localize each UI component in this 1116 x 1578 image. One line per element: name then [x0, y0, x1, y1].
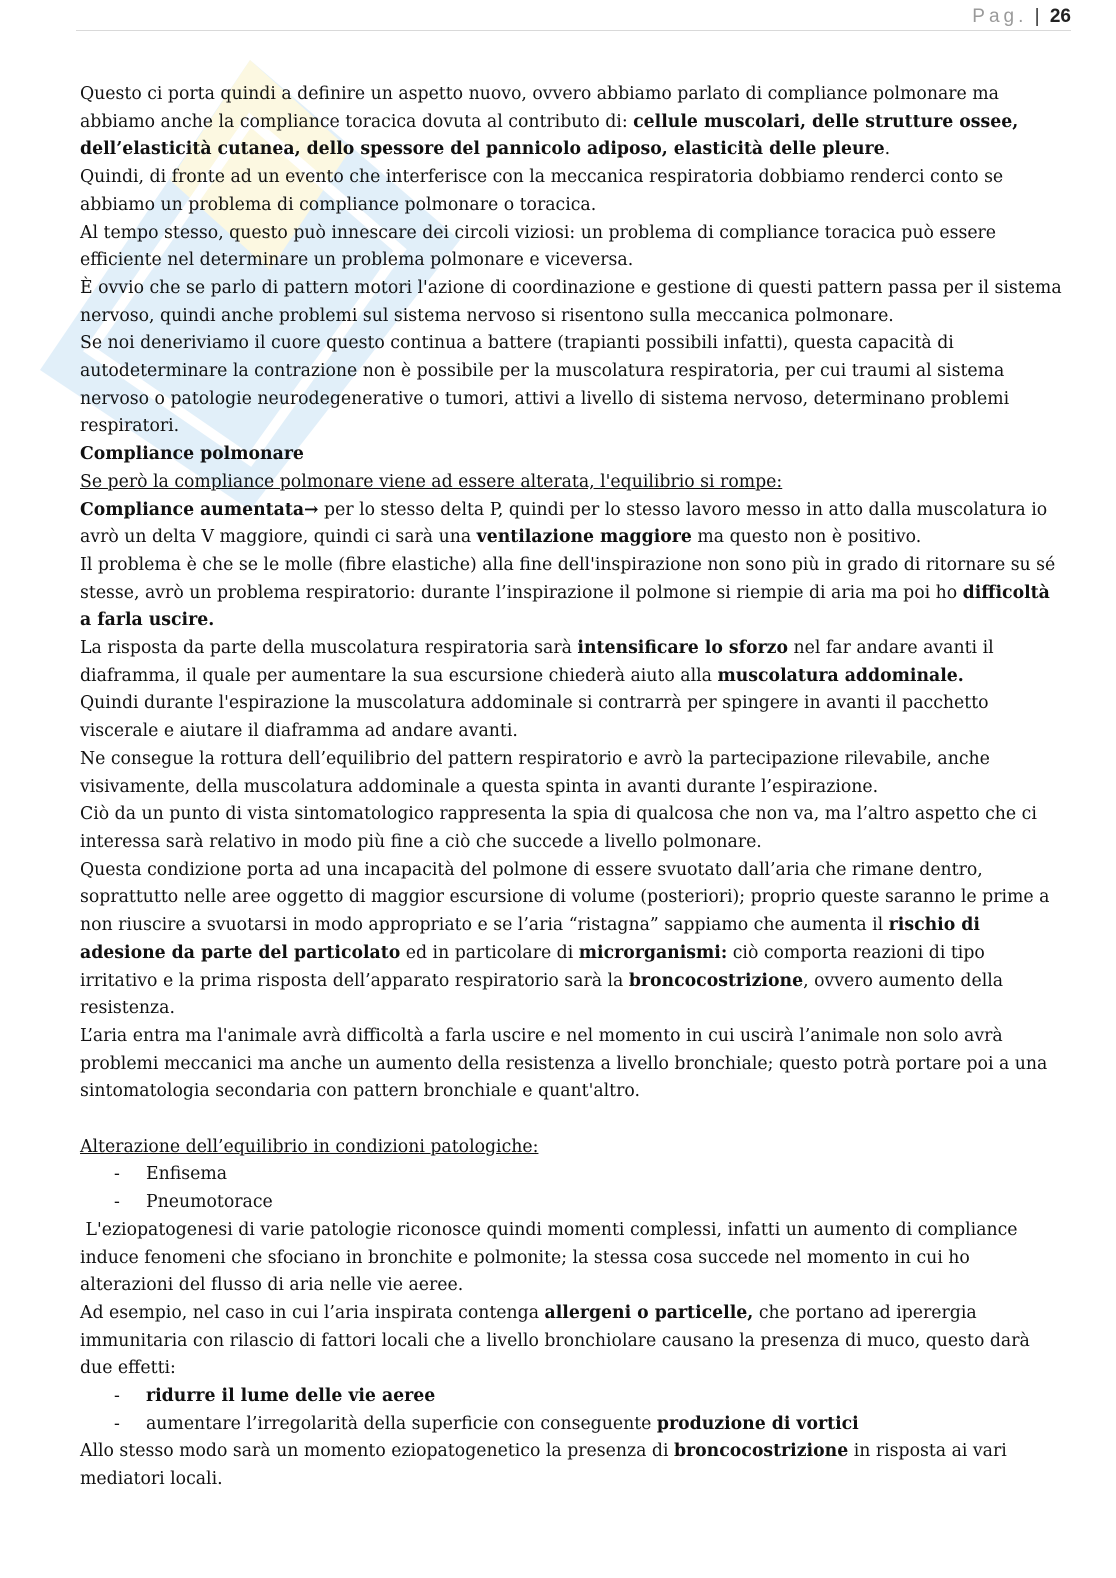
section-heading: Compliance polmonare	[80, 444, 304, 465]
paragraph: Allo stesso modo sarà un momento eziopatogenetico la presenza di broncocostrizione in risposta ai vari mediatori locali.	[80, 1441, 1007, 1490]
list-item: - aumentare l’irregolarità della superficie con conseguente produzione di vortici	[80, 1411, 1066, 1439]
underlined-subheading: Alterazione dell’equilibrio in condizioni patologiche:	[80, 1136, 539, 1157]
paragraph: È ovvio che se parlo di pattern motori l'azione di coordinazione e gestione di questi pattern passa per il sistema nervoso, quindi anche problemi sul sistema nervoso si risentono sulla meccanica polmonare.	[80, 277, 1062, 326]
paragraph: Ciò da un punto di vista sintomatologico rappresenta la spia di qualcosa che non va, ma l’altro aspetto che ci interessa sarà relativo in modo più fine a ciò che succede a livello polmonare.	[80, 804, 1037, 852]
condition-list	[80, 1161, 1066, 1216]
paragraph: Il problema è che se le molle (fibre elastiche) alla fine dell'inspirazione non sono più in grado di ritornare su sé stesse, avrò un problema respiratorio: durante l’inspirazione il polmone si riempie di aria ma poi ho difficoltà a farla uscire.	[80, 554, 1056, 631]
paragraph: La risposta da parte della muscolatura respiratoria sarà intensificare lo sforzo nel far andare avanti il diaframma, il quale per aumentare la sua escursione chiederà aiuto alla muscolatura addominale.	[80, 638, 994, 686]
list-item: - Enfisema	[80, 1161, 1066, 1189]
list-item: - ridurre il lume delle vie aeree	[80, 1383, 1066, 1411]
document-body	[80, 81, 1066, 1494]
paragraph: Al tempo stesso, questo può innescare dei circoli viziosi: un problema di compliance toracica può essere efficiente nel determinare un problema polmonare e viceversa.	[80, 222, 997, 271]
paragraph: Compliance aumentata→ per lo stesso delta P, quindi per lo stesso lavoro messo in atto dalla muscolatura io avrò un delta V maggiore, quindi ci sarà una ventilazione maggiore ma questo non è positivo.	[80, 499, 1048, 548]
page-header	[76, 0, 1071, 31]
page-number: 26	[1049, 6, 1071, 27]
paragraph: L’aria entra ma l'animale avrà difficoltà a farla uscire e nel momento in cui uscirà l’animale non solo avrà problemi meccanici ma anche un aumento della resistenza a livello bronchiale; questo potrà portare poi a una sintomatologia secondaria con pattern bronchiale e quant'altro.	[80, 1025, 1048, 1102]
page-number-label	[972, 6, 1071, 28]
paragraph: Se noi deneriviamo il cuore questo continua a battere (trapianti possibili infatti), questa capacità di autodeterminare la contrazione non è possibile per la muscolatura respiratoria, per cui traumi al sistema nervoso o patologie neurodegenerative o tumori, attivi a livello di sistema nervoso, determinano problemi respiratori.	[80, 333, 1010, 437]
paragraph: Ad esempio, nel caso in cui l’aria inspirata contenga allergeni o particelle, che portano ad iperergia immunitaria con rilascio di fattori locali che a livello bronchiolare causano la presenza di muco, questo darà due effetti:	[80, 1302, 1030, 1379]
effects-list	[80, 1383, 1066, 1438]
paragraph: Quindi durante l'espirazione la muscolatura addominale si contrarrà per spingere in avanti il pacchetto viscerale e aiutare il diaframma ad andare avanti.	[80, 693, 989, 742]
paragraph: L'eziopatogenesi di varie patologie riconosce quindi momenti complessi, infatti un aumento di compliance induce fenomeni che sfociano in bronchite e polmonite; la stessa cosa succede nel momento in cui ho alterazioni del flusso di aria nelle vie aeree.	[80, 1219, 1024, 1296]
paragraph: Questo ci porta quindi a definire un aspetto nuovo, ovvero abbiamo parlato di compliance polmonare ma abbiamo anche la compliance toracica dovuta al contributo di: cellule muscolari, delle strutture ossee, dell’elasticità cutanea, dello spessore del pannicolo adiposo, elasticità delle pleure.	[80, 84, 1019, 160]
underlined-subheading: Se però la compliance polmonare viene ad essere alterata, l'equilibrio si rompe:	[80, 471, 783, 492]
list-item: - Pneumotorace	[80, 1189, 1066, 1217]
paragraph: Quindi, di fronte ad un evento che interferisce con la meccanica respiratoria dobbiamo renderci conto se abbiamo un problema di compliance polmonare o toracica.	[80, 167, 1004, 215]
pag-label: Pag.	[972, 6, 1028, 27]
blank-line	[80, 1106, 1066, 1134]
paragraph: Questa condizione porta ad una incapacità del polmone di essere svuotato dall’aria che rimane dentro, soprattutto nelle aree oggetto di maggior escursione di volume (posteriori); proprio queste saranno le prime a non riuscire a svuotarsi in modo appropriato e se l’aria “ristagna” sappiamo che aumenta il rischio di adesione da parte del particolato ed in particolare di microrganismi: ciò comporta reazioni di tipo irritativo e la prima risposta dell’apparato respiratorio sarà la broncocostrizione, ovvero aumento della resistenza.	[80, 859, 1050, 1019]
paragraph: Ne consegue la rottura dell’equilibrio del pattern respiratorio e avrò la partecipazione rilevabile, anche visivamente, della muscolatura addominale a questa spinta in avanti durante l’espirazione.	[80, 748, 990, 797]
page-separator: |	[1034, 6, 1040, 27]
